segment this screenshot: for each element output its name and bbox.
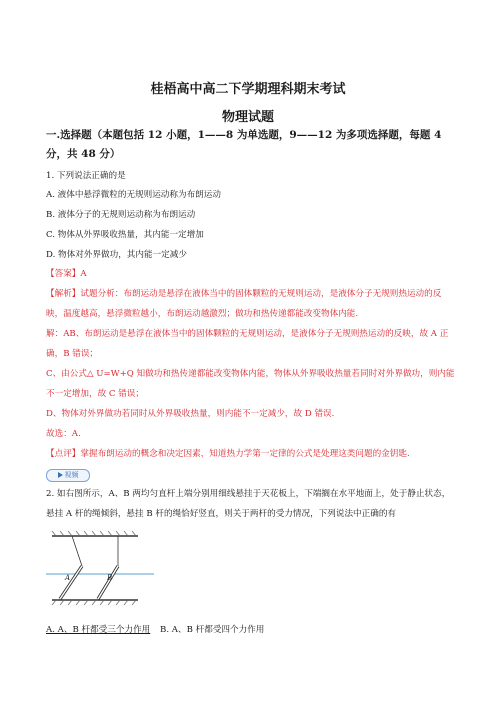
section-heading: 一.选择题（本题包括 12 小题，1——8 为单选题，9——12 为多项选择题，每题 4 分，共 48 分） [46,129,442,160]
question-1-stem: 1. 下列说法正确的是 [46,171,126,181]
exam-title: 桂梧高中高二下学期理科期末考试 [150,82,346,97]
question-1-analysis: 【解析】试题分析：布朗运动是悬浮在液体当中的固体颗粒的无规则运动，是液体分子无规则热运动的反映，温度越高，悬浮微粒越小，布朗运动越激烈；做功和热传递都能改变物体内能. [46,289,442,319]
video-link-label: 视频 [64,471,79,479]
question-1-answer: 【答案】A [46,269,87,279]
play-icon [58,472,63,478]
question-1-option-c: C. 物体从外界吸收热量，其内能一定增加 [46,230,204,240]
question-1-solution-d: D、物体对外界做功若同时从外界吸收热量，则内能不一定减少，故 D 错误. [46,409,335,419]
question-1-option-a: A. 液体中悬浮微粒的无规则运动称为布朗运动 [46,190,221,200]
video-link-button[interactable] [46,469,90,482]
question-1-comment: 【点评】掌握布朗运动的概念和决定因素，知道热力学第一定律的公式是处理这类问题的金钥匙. [46,449,410,459]
label-a: A [65,574,71,582]
rods-figure [46,528,154,608]
question-1-option-b: B. 液体分子的无规则运动称为布朗运动 [46,210,196,220]
question-2-option-b: B. A、B 杆都受四个力作用 [160,625,265,635]
question-1-conclusion: 故选：A. [46,429,81,439]
question-1-solution-ab: 解：AB、布朗运动是悬浮在液体当中的固体颗粒的无规则运动，是液体分子无规则热运动的反映，故 A 正确，B 错误； [46,329,449,359]
exam-subtitle: 物理试题 [221,110,274,125]
question-2-stem-line-1: 2. 如右图所示，A、B 两均匀直杆上端分别用细线悬挂于天花板上，下端搁在水平地面上，处于静止状态， [46,489,451,499]
string-a [72,536,82,566]
question-1-solution-c: C、由公式△ U=W+Q 知做功和热传递都能改变物体内能，物体从外界吸收热量若同时对外界做功，则内能不一定增加，故 C 错误； [46,369,455,399]
ground-hatch [52,600,136,605]
question-2-stem-line-2: 悬挂 A 杆的绳倾斜，悬挂 B 杆的绳恰好竖直，则关于两杆的受力情况，下列说法中正确的有 [46,509,397,519]
question-2-option-a: A. A、B 杆都受三个力作用 [46,625,151,635]
ceiling-hatch [52,531,136,536]
label-b: B [107,574,113,582]
question-1-option-d: D. 物体对外界做功，其内能一定减少 [46,250,187,260]
